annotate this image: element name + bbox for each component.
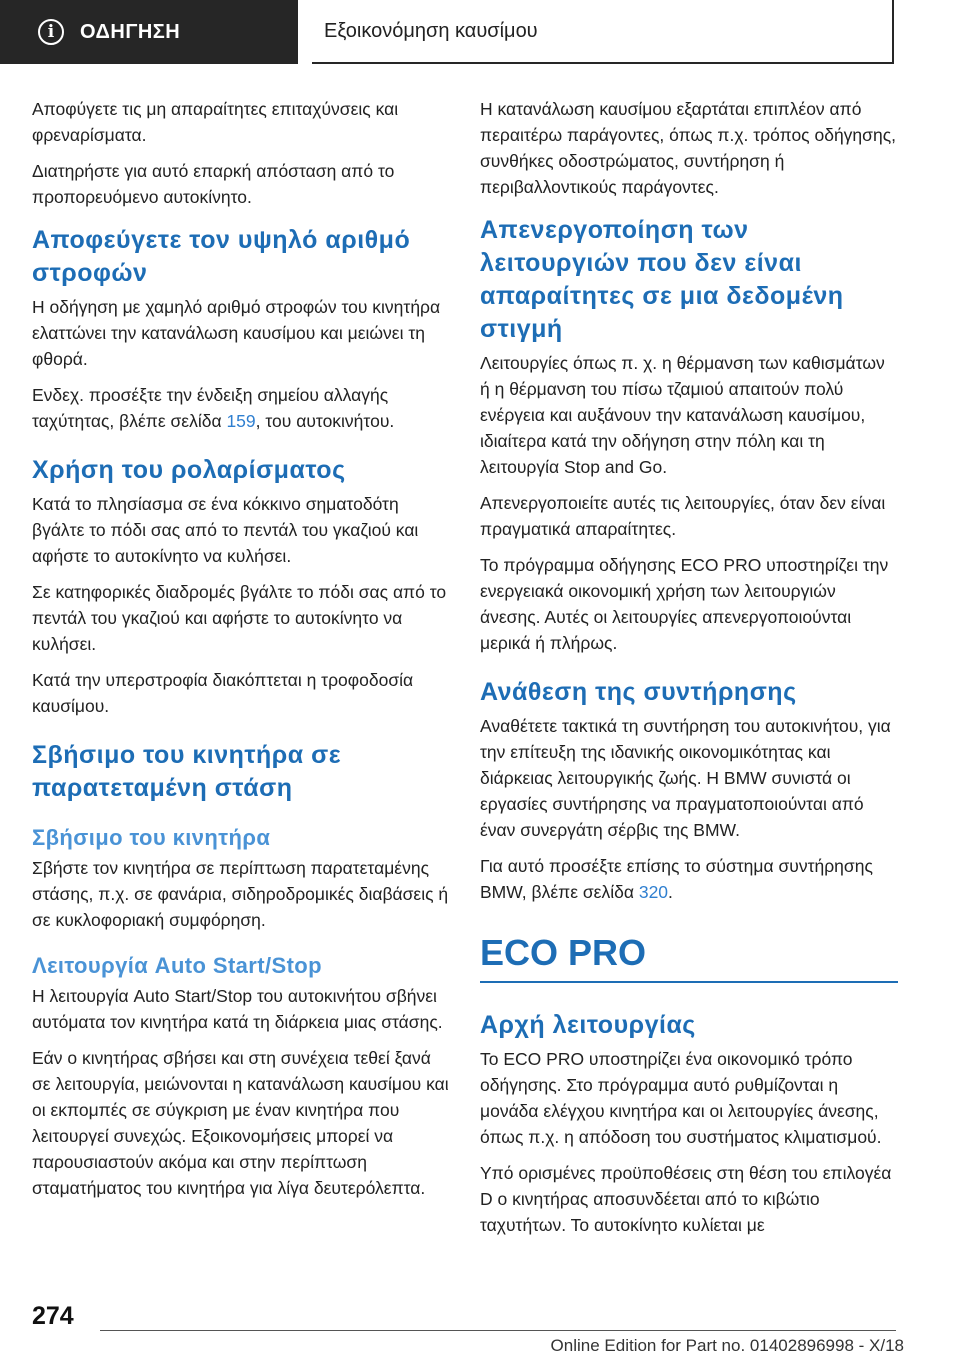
section-tab[interactable] xyxy=(0,0,298,64)
paragraph: Το ECO PRO υποστηρίζει ένα οικονομικό τρόπο οδήγησης. Στο πρόγραμμα αυτό ρυθμίζονται η μονάδα ελέγχου κινητήρα και οι λειτουργίες άνεσης, όπως π.χ. η απόδοση του συστήματος κλιματισμού. xyxy=(480,1049,882,1147)
subheading-engine-off: Σβήσιμο του κινητήρα xyxy=(32,825,271,850)
chapter-heading-eco-pro: ECO PRO xyxy=(480,931,898,983)
paragraph: Η κατανάλωση καυσίμου εξαρτάται επιπλέον από περαιτέρω παράγοντες, όπως π.χ. τρόπος οδήγησης, συνθήκες οδοστρώματος, συντήρηση ή περιβαλλοντικούς παράγοντες. xyxy=(480,99,896,197)
paragraph: Λειτουργίες όπως π. χ. η θέρμανση των καθισμάτων ή η θέρμανση του πίσω τζαμιού απαιτούν πολύ ενέργεια και αυξάνουν την κατανάλωση καυσίμου, ιδιαίτερα κατά την οδήγηση στην πόλη και τη λειτουργία Stop and Go. xyxy=(480,353,885,477)
subheading-auto-start-stop: Λειτουργία Auto Start/Stop xyxy=(32,953,322,978)
paragraph: Αποφύγετε τις μη απαραίτητες επιταχύνσεις και φρεναρίσματα. xyxy=(32,99,399,145)
section-label: ΟΔΗΓΗΣΗ xyxy=(80,20,181,43)
paragraph: Υπό ορισμένες προϋποθέσεις στη θέση του επιλογέα D ο κινητήρας αποσυνδέεται από το κιβώτιο ταχυτήτων. Το αυτοκίνητο κυλίεται με xyxy=(480,1163,892,1235)
paragraph: Σβήστε τον κινητήρα σε περίπτωση παρατεταμένης στάσης, π.χ. σε φανάρια, σιδηροδρομικές διαβάσεις ή σε κυκλοφοριακή συμφόρηση. xyxy=(32,858,449,930)
paragraph: Το πρόγραμμα οδήγησης ECO PRO υποστηρίζει την ενεργειακά οικονομική χρήση των λειτουργιών άνεσης. Αυτές οι λειτουργίες απενεργοποιούνται μερικά ή πλήρως. xyxy=(480,555,889,653)
page-link-320[interactable]: 320 xyxy=(638,882,669,902)
right-column xyxy=(480,96,898,1248)
left-column xyxy=(32,96,450,1211)
heading-engine-off-long-stop: Σβήσιμο του κινητήρα σε παρατεταμένη στάση xyxy=(32,741,342,802)
paragraph: Αναθέτετε τακτικά τη συντήρηση του αυτοκινήτου, για την επίτευξη της ιδανικής οικονομικότητας και διάρκειας λειτουργικής ζωής. Η BMW συνιστά οι εργασίες συντήρησης να πραγματοποιούνται από έναν συνεργάτη σέρβις της BMW. xyxy=(480,716,891,840)
paragraph: Η λειτουργία Auto Start/Stop του αυτοκινήτου σβήνει αυτόματα τον κινητήρα κατά τη διάρκεια μιας στάσης. xyxy=(32,986,443,1032)
paragraph: Απενεργοποιείτε αυτές τις λειτουργίες, όταν δεν είναι πραγματικά απαραίτητες. xyxy=(480,493,886,539)
paragraph: Ενδεχ. προσέξτε την ένδειξη σημείου αλλαγής ταχύτητας, βλέπε σελίδα 159, του αυτοκινήτου. xyxy=(32,385,395,431)
heading-maintenance: Ανάθεση της συντήρησης xyxy=(480,678,797,706)
paragraph: Διατηρήστε για αυτό επαρκή απόσταση από το προπορευόμενο αυτοκίνητο. xyxy=(32,161,395,207)
footer-edition: Online Edition for Part no. 01402896998 - X/18 xyxy=(550,1336,904,1355)
paragraph: Εάν ο κινητήρας σβήσει και στη συνέχεια τεθεί ξανά σε λειτουργία, μειώνονται η κατανάλωση καυσίμου και οι εκπομπές σε σύγκριση με έναν κινητήρα που λειτουργεί συνεχώς. Εξοικονομήσεις μπορεί να παρουσιαστούν ακόμα και στην περίπτωση σταματήματος του κινητήρα για λίγα δευτερόλεπτα. xyxy=(32,1048,449,1198)
paragraph: Για αυτό προσέξτε επίσης το σύστημα συντήρησης BMW, βλέπε σελίδα 320. xyxy=(480,856,873,902)
paragraph: Κατά την υπερστροφία διακόπτεται η τροφοδοσία καυσίμου. xyxy=(32,670,414,716)
heading-disable-functions: Απενεργοποίηση των λειτουργιών που δεν είναι απαραίτητες σε μια δεδομένη στιγμή xyxy=(480,216,844,343)
heading-coasting: Χρήση του ρολαρίσματος xyxy=(32,456,346,484)
paragraph: Σε κατηφορικές διαδρομές βγάλτε το πόδι σας από το πεντάλ του γκαζιού και αφήστε το αυτοκίνητο να κυλήσει. xyxy=(32,582,447,654)
footer-divider xyxy=(100,1330,896,1331)
paragraph: Κατά το πλησίασμα σε ένα κόκκινο σηματοδότη βγάλτε το πόδι σας από το πεντάλ του γκαζιού και αφήστε το αυτοκίνητο να κυλήσει. xyxy=(32,494,419,566)
page-link-159[interactable]: 159 xyxy=(226,411,256,431)
page-number: 274 xyxy=(32,1302,74,1330)
page-header xyxy=(0,0,896,66)
info-icon: i xyxy=(38,19,64,45)
chapter-title: Εξοικονόμηση καυσίμου xyxy=(312,0,894,64)
heading-principle: Αρχή λειτουργίας xyxy=(480,1011,696,1039)
paragraph: Η οδήγηση με χαμηλό αριθμό στροφών του κινητήρα ελαττώνει την κατανάλωση καυσίμου και μειώνει τη φθορά. xyxy=(32,297,441,369)
heading-avoid-high-rpm: Αποφεύγετε τον υψηλό αριθμό στροφών xyxy=(32,226,411,287)
